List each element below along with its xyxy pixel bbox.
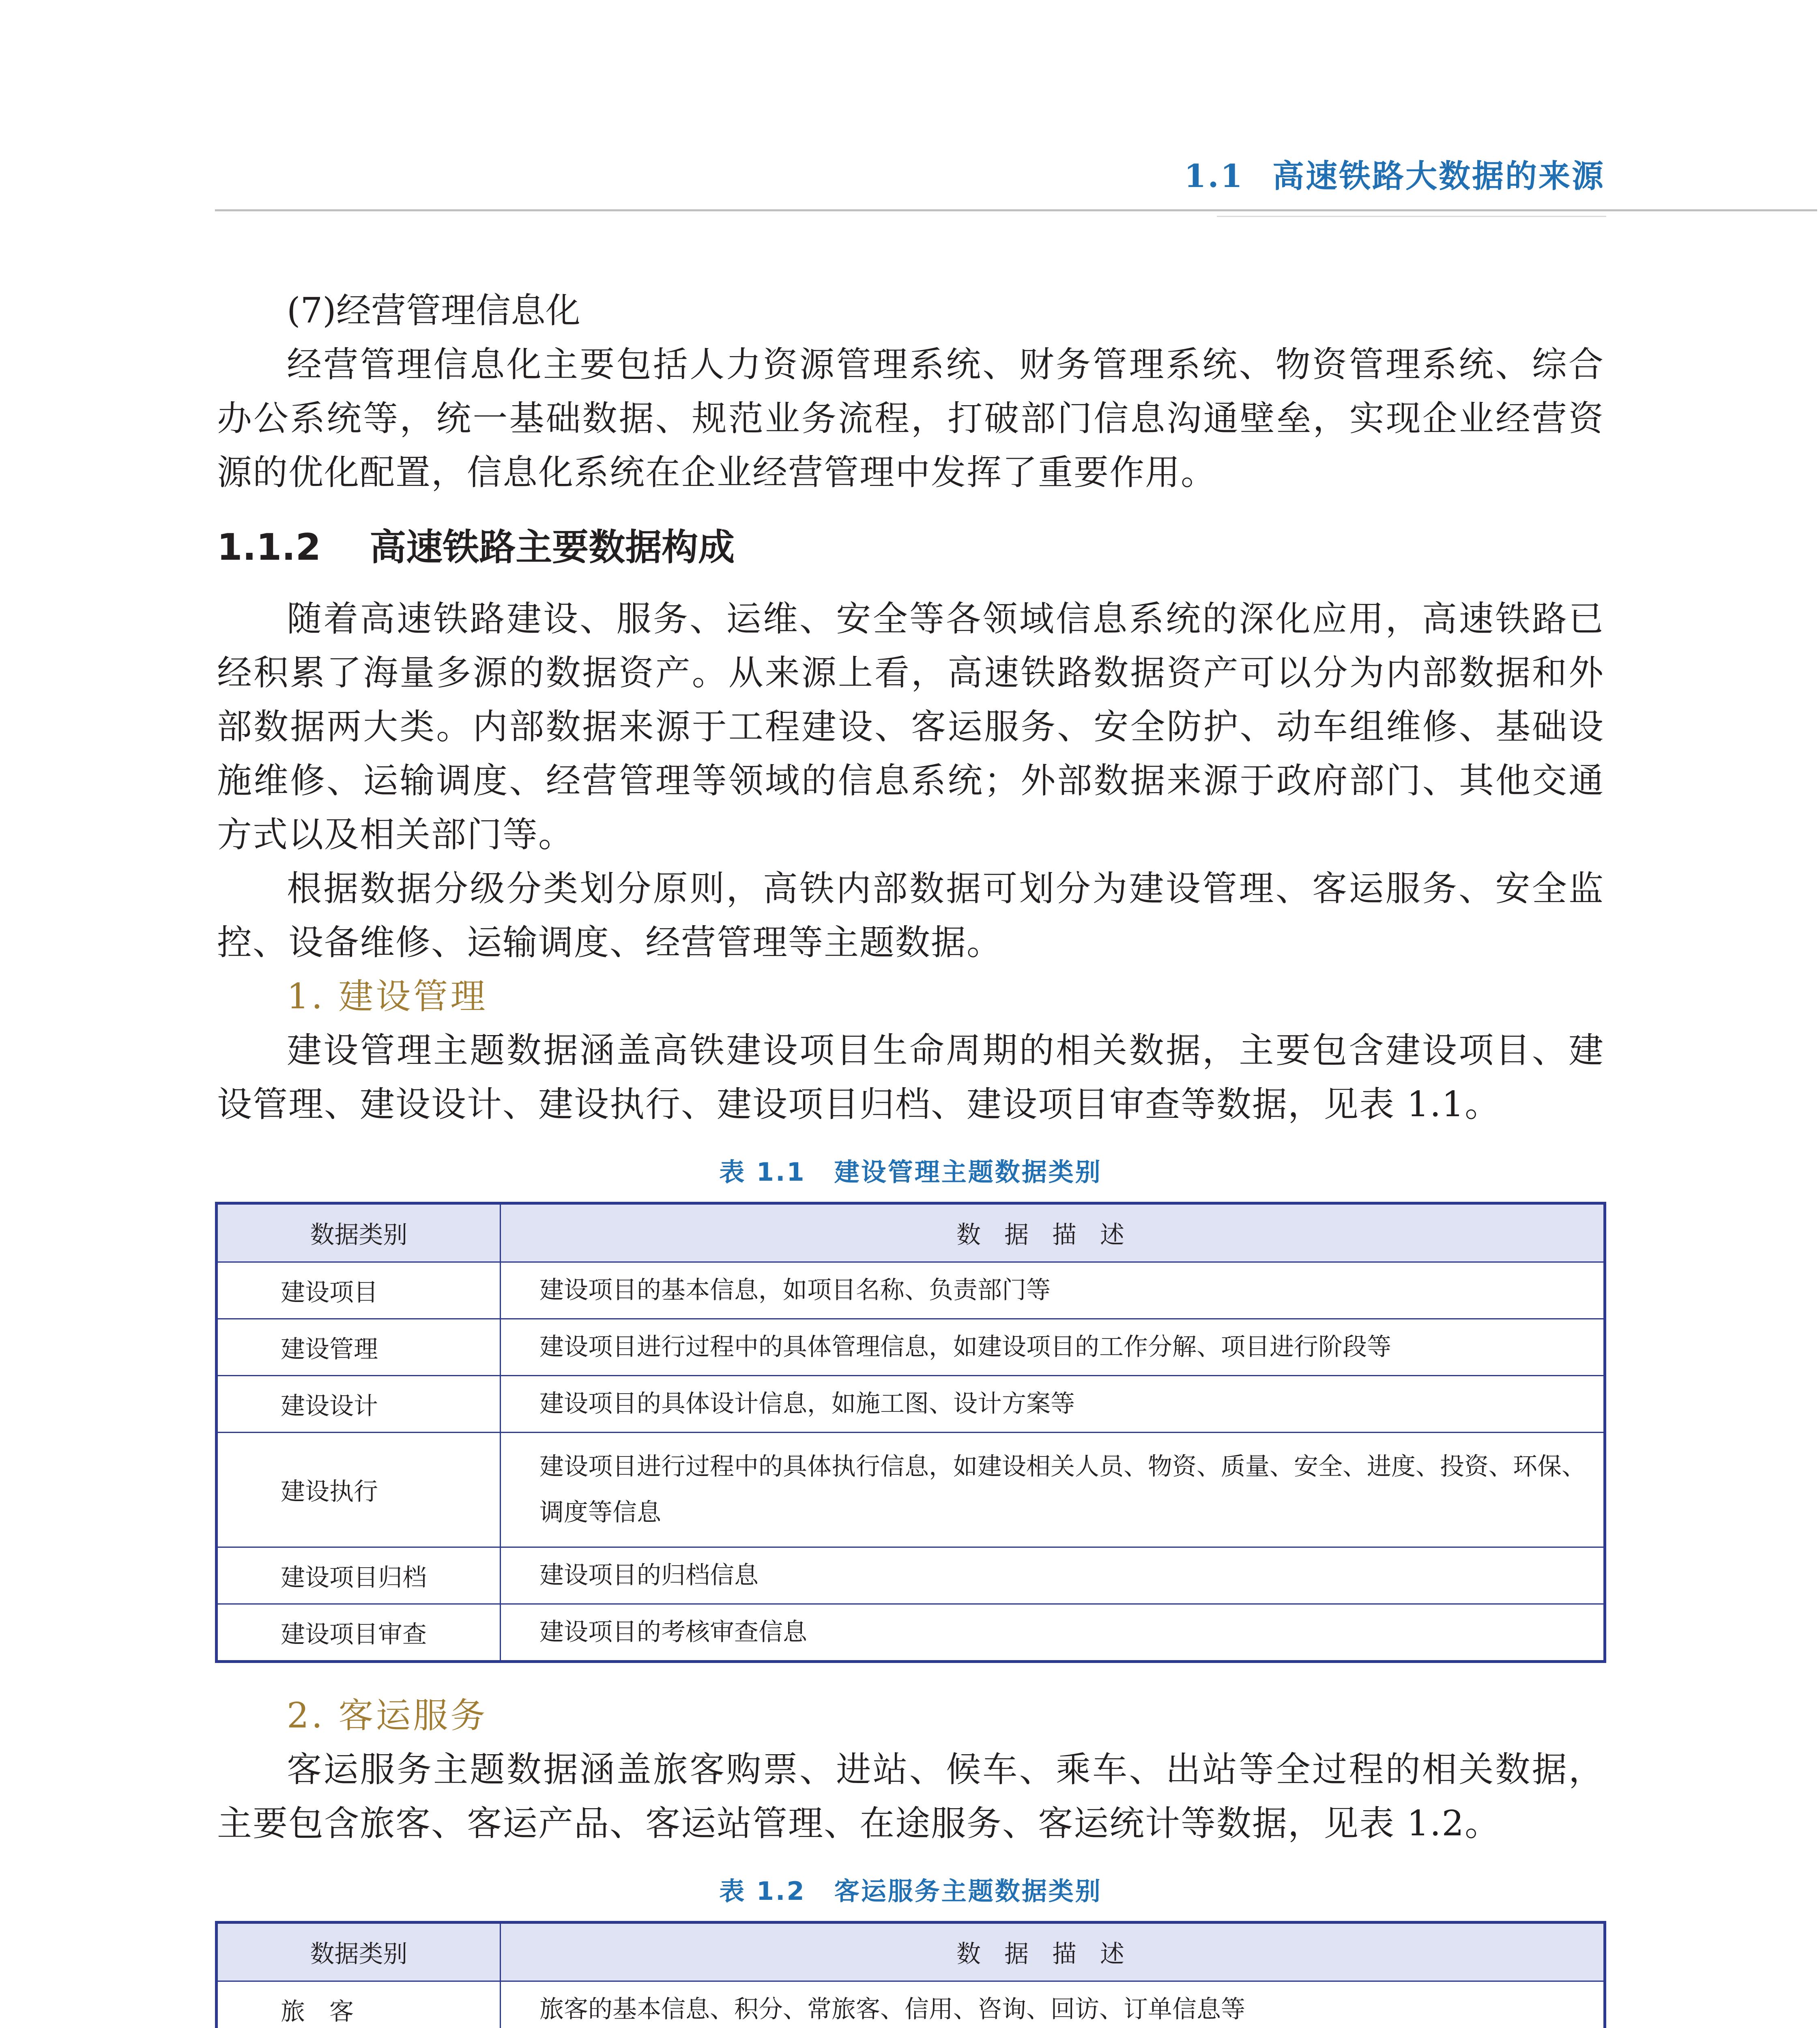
- table-cell-description: 建设项目的考核审查信息: [501, 1604, 1605, 1662]
- table-2-caption-number: 表 1.2: [719, 1876, 806, 1906]
- page-body: [217, 284, 1604, 2028]
- table-row: [217, 1547, 1605, 1604]
- intro-paragraph: 经营管理信息化主要包括人力资源管理系统、财务管理系统、物资管理系统、综合办公系统等，统一基础数据、规范业务流程，打破部门信息沟通壁垒，实现企业经营资源的优化配置，信息化系统在企业经营管理中发挥了重要作用。: [217, 344, 1604, 493]
- table-1-caption: [217, 1152, 1604, 1188]
- table-cell-category: 建设项目: [217, 1262, 501, 1319]
- table-1-header-row: [217, 1203, 1605, 1262]
- table-1-caption-title: 建设管理主题数据类别: [834, 1157, 1102, 1187]
- header-rule-accent: [1217, 216, 1606, 217]
- table-row: [217, 1376, 1605, 1433]
- header-section-title: 高速铁路大数据的来源: [1272, 158, 1605, 195]
- table-cell-description: 建设项目的基本信息，如项目名称、负责部门等: [501, 1262, 1605, 1319]
- header-rule: [215, 209, 1817, 211]
- table-2-caption: [217, 1871, 1604, 1907]
- table-1-header-description: 数据描述: [501, 1203, 1605, 1262]
- table-cell-description: 建设项目的归档信息: [501, 1547, 1605, 1604]
- table-cell-description: 建设项目的具体设计信息，如施工图、设计方案等: [501, 1376, 1605, 1433]
- table-cell-description: 旅客的基本信息、积分、常旅客、信用、咨询、回访、订单信息等: [501, 1981, 1605, 2028]
- subsection-2-title: 2. 客运服务: [287, 1695, 488, 1736]
- table-cell-category: 建设管理: [217, 1319, 501, 1376]
- section-paragraph-2: 根据数据分级分类划分原则，高铁内部数据可划分为建设管理、客运服务、安全监控、设备维修、运输调度、经营管理等主题数据。: [217, 868, 1604, 963]
- table-2-caption-title: 客运服务主题数据类别: [834, 1876, 1102, 1906]
- table-row: [217, 1262, 1605, 1319]
- table-1: [215, 1202, 1606, 1663]
- subsection-1-paragraph: 建设管理主题数据涵盖高铁建设项目生命周期的相关数据，主要包含建设项目、建设管理、建设设计、建设执行、建设项目归档、建设项目审查等数据，见表 1.1。: [217, 1030, 1604, 1125]
- header-section-number: 1.1: [1184, 158, 1244, 195]
- table-2-header-description: 数据描述: [501, 1923, 1605, 1981]
- subsection-2-paragraph: 客运服务主题数据涵盖旅客购票、进站、候车、乘车、出站等全过程的相关数据，主要包含旅客、客运产品、客运站管理、在途服务、客运统计等数据，见表 1.2。: [217, 1749, 1604, 1844]
- table-row: [217, 1981, 1605, 2028]
- section-heading: [217, 519, 1604, 576]
- table-row: [217, 1604, 1605, 1662]
- table-1-caption-number: 表 1.1: [719, 1157, 806, 1187]
- table-cell-category: 建设项目审查: [217, 1604, 501, 1662]
- table-2: [215, 1921, 1606, 2028]
- table-cell-category: 建设项目归档: [217, 1547, 501, 1604]
- table-2-header-row: [217, 1923, 1605, 1981]
- table-1-header-category: 数据类别: [217, 1203, 501, 1262]
- section-number: 1.1.2: [217, 526, 321, 569]
- table-cell-category: 建设设计: [217, 1376, 501, 1433]
- table-2-header-category: 数据类别: [217, 1923, 501, 1981]
- intro-subheading: (7)经营管理信息化: [287, 290, 580, 331]
- subsection-1-title: 1. 建设管理: [287, 976, 488, 1017]
- table-cell-description: 建设项目进行过程中的具体管理信息，如建设项目的工作分解、项目进行阶段等: [501, 1319, 1605, 1376]
- table-cell-category: 建设执行: [217, 1433, 501, 1547]
- section-paragraph-1: 随着高速铁路建设、服务、运维、安全等各领域信息系统的深化应用，高速铁路已经积累了海量多源的数据资产。从来源上看，高速铁路数据资产可以分为内部数据和外部数据两大类。内部数据来源于工程建设、客运服务、安全防护、动车组维修、基础设施维修、运输调度、经营管理等领域的信息系统；外部数据来源于政府部门、其他交通方式以及相关部门等。: [217, 599, 1604, 855]
- table-row: [217, 1319, 1605, 1376]
- table-cell-category: 旅 客: [217, 1981, 501, 2028]
- table-cell-description: 建设项目进行过程中的具体执行信息，如建设相关人员、物资、质量、安全、进度、投资、环保、调度等信息: [501, 1433, 1605, 1547]
- table-row: [217, 1433, 1605, 1547]
- running-header: [1184, 151, 1605, 196]
- section-title: 高速铁路主要数据构成: [370, 526, 735, 569]
